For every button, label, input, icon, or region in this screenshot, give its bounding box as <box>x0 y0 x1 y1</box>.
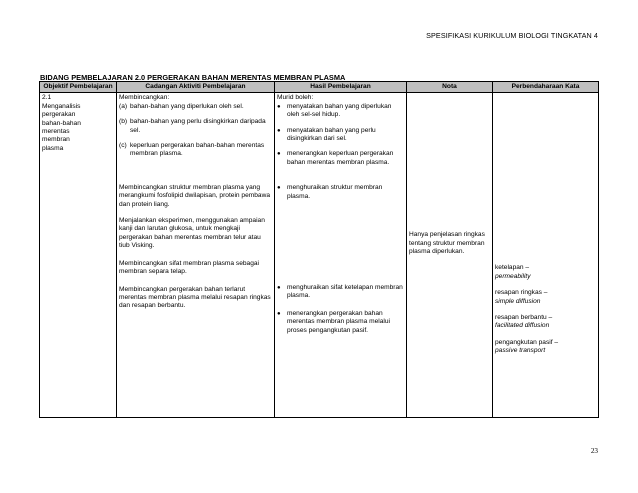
objective-line: plasma <box>42 144 64 152</box>
bullet-icon: ● <box>277 103 281 110</box>
item-text: menghuraikan sifat ketelapan membran plasma. <box>287 284 403 300</box>
vocab-entry <box>495 264 596 281</box>
objective-line: Menganalisis <box>42 102 81 110</box>
header-objective: Objektif Pembelajaran <box>40 82 117 93</box>
vocab-entry <box>495 289 596 306</box>
item-text: menghuraikan struktur membran plasma. <box>287 184 383 200</box>
vocab-term: resapan berbantu – <box>495 314 553 322</box>
activity-item-b <box>119 118 272 135</box>
item-text: keperluan pergerakan bahan-bahan merentas membran plasma. <box>130 142 265 158</box>
outcome-item <box>277 150 404 167</box>
vocab-term: ketelapan – <box>495 264 530 272</box>
outcome-item <box>277 310 404 335</box>
item-text: menyatakan bahan yang perlu disingkirkan dari sel. <box>287 126 376 143</box>
objective-line: merentas <box>42 128 70 136</box>
item-text: bahan-bahan yang diperlukan oleh sel. <box>130 102 244 110</box>
section-title: BIDANG PEMBELAJARAN 2.0 PERGERAKAN BAHAN MERENTAS MEMBRAN PLASMA <box>40 73 346 82</box>
vocab-entry <box>495 314 596 331</box>
table-row <box>40 93 599 418</box>
bullet-icon: ● <box>277 185 281 192</box>
activity-paragraph: Membincangkan sifat membran plasma sebagai membran separa telap. <box>119 259 260 276</box>
vocab-translation: permeability <box>495 272 531 280</box>
activities-intro: Membincangkan: <box>119 94 170 102</box>
activity-paragraph: Membincangkan struktur membran plasma yang merangkumi fosfolipid dwilapisan, protein pembawa dan protein liang. <box>119 183 271 208</box>
bullet-icon: ● <box>277 151 281 158</box>
bullet-icon: ● <box>277 310 281 317</box>
note-text: Hanya penjelasan ringkas tentang struktur membran plasma diperlukan. <box>409 231 485 256</box>
header-vocab: Perbendaharaan Kata <box>493 82 599 93</box>
vocab-term: pengangkutan pasif – <box>495 338 559 346</box>
item-label: (b) <box>119 118 128 126</box>
item-label: (a) <box>119 102 128 110</box>
vocab-translation: passive transport <box>495 347 546 355</box>
running-header: SPESIFIKASI KURIKULUM BIOLOGI TINGKATAN 4 <box>426 31 598 40</box>
objective-line: pergerakan <box>42 111 76 119</box>
vocab-translation: simple diffusion <box>495 297 541 305</box>
item-text: menerangkan keperluan pergerakan bahan merentas membran plasma. <box>287 150 394 166</box>
item-text: menerangkan pergerakan bahan merentas membran plasma melalui proses pengangkutan pasif. <box>287 309 390 334</box>
vocab-translation: facilitated diffusion <box>495 322 550 330</box>
item-text: menyatakan bahan yang diperlukan oleh sel-sel hidup. <box>287 102 392 119</box>
table-header-row <box>40 82 599 93</box>
outcome-item <box>277 127 404 144</box>
outcomes-intro: Murid boleh: <box>277 94 314 102</box>
item-text: bahan-bahan yang perlu disingkirkan daripada sel. <box>130 118 266 134</box>
activity-paragraph: Membincangkan pergerakan bahan terlarut merentas membran plasma melalui resapan ringkas dan resapan berbantu. <box>119 285 271 310</box>
outcome-item <box>277 103 404 120</box>
outcome-item <box>277 184 404 201</box>
objective-line: bahan-bahan <box>42 119 81 127</box>
bullet-icon: ● <box>277 127 281 134</box>
vocab-term: resapan ringkas – <box>495 289 548 297</box>
activity-item-a <box>119 103 272 111</box>
notes-cell <box>407 93 493 418</box>
vocab-entry <box>495 339 596 356</box>
objective-cell <box>40 93 117 418</box>
curriculum-table <box>39 81 599 418</box>
header-notes: Nota <box>407 82 493 93</box>
objective-line: membran <box>42 136 70 144</box>
activity-item-c <box>119 142 272 159</box>
header-activities: Cadangan Aktiviti Pembelajaran <box>117 82 275 93</box>
vocab-cell <box>493 93 599 418</box>
bullet-icon: ● <box>277 285 281 292</box>
page-number: 23 <box>590 447 598 455</box>
activity-paragraph: Menjalankan eksperimen, menggunakan ampaian kanji dan larutan glukosa, untuk mengkaji pergerakan bahan merentas membran telur atau tiub Visking. <box>119 217 265 250</box>
header-outcomes: Hasil Pembelajaran <box>275 82 407 93</box>
outcomes-cell <box>275 93 407 418</box>
outcome-item <box>277 284 404 301</box>
activities-cell <box>117 93 275 418</box>
item-label: (c) <box>119 142 127 150</box>
objective-line: 2.1 <box>42 94 52 102</box>
